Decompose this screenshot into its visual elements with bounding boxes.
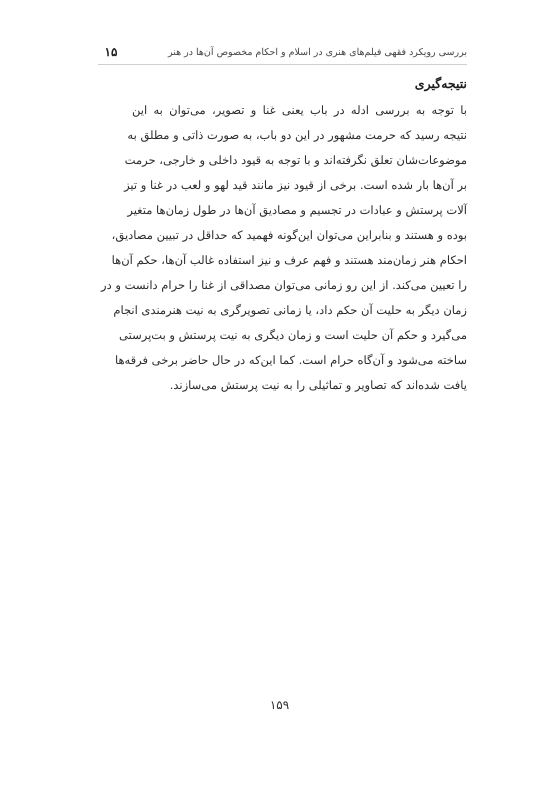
section-title: نتیجه‌گیری [414,76,467,91]
footer-page-number: ۱۵۹ [269,698,290,712]
text-line: بوده و هستند و بنابراین می‌توان این‌گونه فهمید که حداقل در تبیین مصادیق، [111,228,467,242]
header-divider [98,64,467,65]
text-line: موضوعات‌شان تعلق نگرفته‌اند و با توجه به قیود داخلی و خارجی، حرمت [124,153,467,167]
text-line: را تعیین می‌کند. از این رو زمانی می‌توان مصداقی از غنا را حرام دانست و در [101,278,467,292]
text-line: نتیجه رسید که حرمت مشهور در این دو باب، به صورت ذاتی و مطلق به [127,128,467,142]
text-line: آلات پرستش و عبادات در تجسیم و مصادیق آن‌ها در طول زمان‌ها متغیر [127,203,467,217]
text-line: با توجه به بررسی ادله در باب یعنی غنا و تصویر، می‌توان به این [132,103,467,117]
running-header-title: بررسی رویکرد فقهی فیلم‌های هنری در اسلام و احکام مخصوص آن‌ها در هنر [168,47,467,58]
body-paragraph [101,98,467,398]
text-line: زمان دیگر به حلیت آن حکم داد، یا زمانی تصویرگری به نیت هنرمندی انجام [113,303,467,317]
header-page-number: ۱۵ [104,45,118,59]
text-line: احکام هنر زمان‌مند هستند و فهم عرف و نیز استفاده غالب آن‌ها، حکم آن‌ها [111,253,467,267]
text-line: یافت شده‌اند که تصاویر و تماثیلی را به نیت پرستش می‌سازند. [169,378,467,392]
text-line: بر آن‌ها بار شده است. برخی از قیود نیز مانند قید لهو و لعب در غنا و تیز [124,178,467,192]
text-line: می‌گیرد و حکم آن حلیت است و زمان دیگری به نیت پرستش و بت‌پرستی [119,328,467,342]
text-line: ساخته می‌شود و آن‌گاه حرام است. کما این‌که در حال حاضر برخی فرقه‌ها [114,353,467,367]
